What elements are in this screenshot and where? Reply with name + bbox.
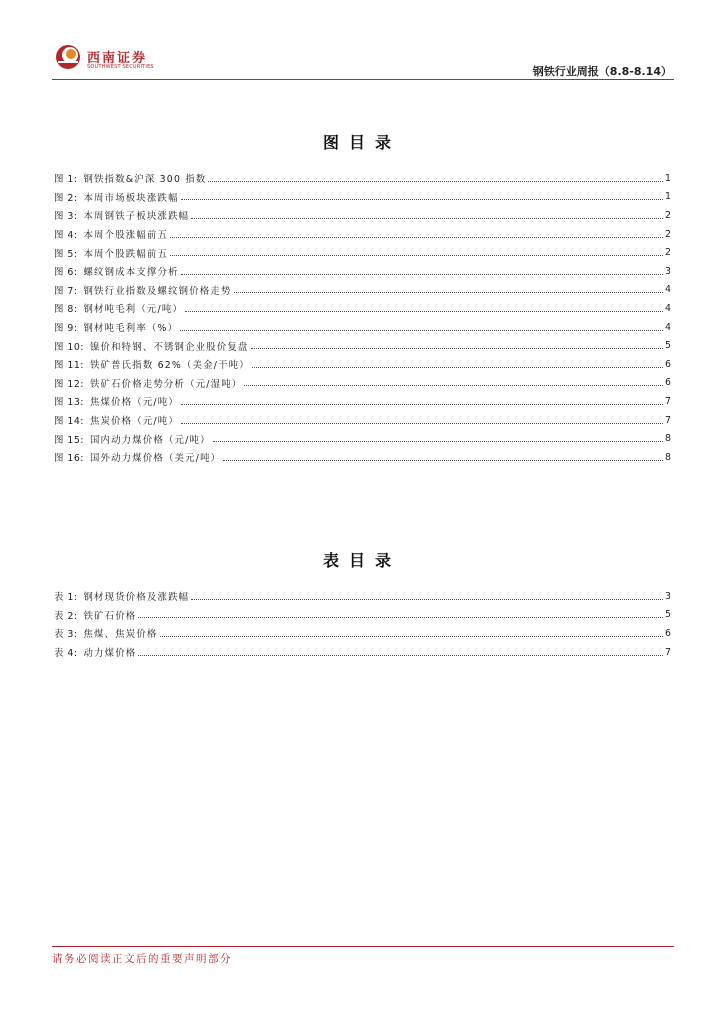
figure-entry-label: 图 1:	[54, 174, 78, 186]
figures-heading: 图目录	[322, 133, 401, 152]
figure-entry[interactable]	[54, 411, 671, 430]
dot-leader	[170, 255, 663, 256]
figure-entry-label: 图 9:	[54, 323, 78, 335]
figure-entry-page: 7	[665, 395, 671, 407]
figure-entry-title: 钢材吨毛利率（%）	[83, 323, 179, 335]
figure-entry-label: 图 16:	[54, 453, 84, 465]
figure-entry-title: 焦煤价格（元/吨）	[89, 397, 179, 409]
figure-entry-label: 图 8:	[54, 304, 78, 316]
dot-leader	[191, 218, 663, 219]
figure-entry-label: 图 15:	[54, 434, 84, 446]
figure-entry-page: 4	[665, 321, 671, 333]
figure-entry[interactable]	[54, 299, 671, 318]
figure-entry-title: 钢铁指数&沪深 300 指数	[83, 174, 207, 186]
dot-leader	[181, 199, 663, 200]
figure-entry-title: 本周个股涨幅前五	[83, 230, 169, 242]
figure-entry[interactable]	[54, 188, 671, 207]
figure-entry[interactable]	[54, 392, 671, 411]
footer-divider	[52, 946, 674, 947]
figure-entry-page: 2	[665, 209, 671, 221]
table-entry-title: 铁矿石价格	[83, 610, 137, 622]
table-entry-title: 钢材现货价格及涨跌幅	[83, 592, 190, 604]
figure-entry-title: 焦炭价格（元/吨）	[89, 416, 179, 428]
dot-leader	[170, 237, 663, 238]
page-header	[0, 0, 724, 82]
dot-leader	[181, 423, 663, 424]
dot-leader	[138, 617, 663, 618]
figure-entry-label: 图 11:	[54, 360, 84, 372]
figure-entry-page: 1	[665, 172, 671, 184]
dot-leader	[252, 367, 663, 368]
table-entry-label: 表 1:	[54, 592, 78, 604]
tables-heading: 表目录	[322, 551, 401, 570]
header-divider	[52, 79, 674, 80]
figure-entry-label: 图 6:	[54, 267, 78, 279]
figure-entry-label: 图 4:	[54, 230, 78, 242]
figure-entry-label: 图 5:	[54, 248, 78, 260]
dot-leader	[244, 385, 663, 386]
figure-entry-label: 图 12:	[54, 378, 84, 390]
figure-entry-title: 螺纹钢成本支撑分析	[83, 267, 179, 279]
figure-entry[interactable]	[54, 336, 671, 355]
figure-entry[interactable]	[54, 281, 671, 300]
figure-entry[interactable]	[54, 225, 671, 244]
figure-entry-page: 1	[665, 191, 671, 203]
figure-entry[interactable]	[54, 206, 671, 225]
figure-entry-page: 6	[665, 358, 671, 370]
figure-entry[interactable]	[54, 169, 671, 188]
table-entry[interactable]	[54, 643, 671, 662]
figure-entry-title: 本周钢铁子板块涨跌幅	[83, 211, 190, 223]
table-entry-title: 动力煤价格	[83, 648, 137, 660]
figure-entry-page: 4	[665, 302, 671, 314]
company-logo	[55, 44, 175, 74]
figure-entry-label: 图 2:	[54, 192, 78, 204]
table-entry-label: 表 4:	[54, 648, 78, 660]
figure-entry-page: 2	[665, 228, 671, 240]
figure-entry-label: 图 14:	[54, 416, 84, 428]
report-title: 钢铁行业周报（8.8-8.14）	[532, 65, 672, 78]
figure-entry-page: 6	[665, 377, 671, 389]
figure-entry[interactable]	[54, 355, 671, 374]
table-entry[interactable]	[54, 606, 671, 625]
dot-leader	[213, 441, 663, 442]
table-entry[interactable]	[54, 624, 671, 643]
figure-entry-title: 镍价和特钢、不锈钢企业股价复盘	[89, 341, 249, 353]
figure-entry-title: 本周市场板块涨跌幅	[83, 192, 179, 204]
figure-entry-title: 铁矿石价格走势分析（元/湿吨）	[89, 378, 243, 390]
table-entry-label: 表 2:	[54, 610, 78, 622]
table-entry-label: 表 3:	[54, 629, 78, 641]
figure-entry-label: 图 10:	[54, 341, 84, 353]
figure-entry-page: 5	[665, 340, 671, 352]
figure-entry-page: 8	[665, 451, 671, 463]
tables-list	[54, 587, 671, 661]
dot-leader	[223, 460, 663, 461]
footer-notice: 请务必阅读正文后的重要声明部分	[52, 953, 232, 965]
figure-entry-title: 铁矿普氏指数 62%（美金/干吨）	[89, 360, 250, 372]
dot-leader	[185, 311, 663, 312]
figure-entry[interactable]	[54, 374, 671, 393]
logo-mark-icon	[55, 44, 81, 70]
dot-leader	[181, 274, 663, 275]
table-entry-page: 5	[665, 609, 671, 621]
figure-entry-page: 8	[665, 433, 671, 445]
dot-leader	[191, 599, 663, 600]
figure-entry-label: 图 3:	[54, 211, 78, 223]
figure-entry-label: 图 7:	[54, 285, 78, 297]
logo-english-name: SOUTHWEST SECURITIES	[87, 64, 154, 70]
figure-entry[interactable]	[54, 318, 671, 337]
figure-entry-page: 4	[665, 284, 671, 296]
figure-entry-title: 国外动力煤价格（美元/吨）	[89, 453, 222, 465]
figure-entry[interactable]	[54, 429, 671, 448]
figure-entry-title: 钢材吨毛利（元/吨）	[83, 304, 184, 316]
figure-entry[interactable]	[54, 262, 671, 281]
table-entry[interactable]	[54, 587, 671, 606]
dot-leader	[234, 292, 663, 293]
figure-entry-title: 国内动力煤价格（元/吨）	[89, 434, 211, 446]
figure-entry-title: 本周个股跌幅前五	[83, 248, 169, 260]
figure-entry[interactable]	[54, 448, 671, 467]
figure-entry-title: 钢铁行业指数及螺纹钢价格走势	[83, 285, 232, 297]
dot-leader	[138, 655, 663, 656]
table-entry-title: 焦煤、焦炭价格	[83, 629, 158, 641]
figures-list	[54, 169, 671, 467]
figure-entry-page: 7	[665, 414, 671, 426]
table-entry-page: 6	[665, 627, 671, 639]
figure-entry-page: 3	[665, 265, 671, 277]
figure-entry[interactable]	[54, 243, 671, 262]
logo-chinese-name: 西南证券	[87, 51, 148, 66]
dot-leader	[160, 636, 664, 637]
dot-leader	[251, 348, 663, 349]
figure-entry-label: 图 13:	[54, 397, 84, 409]
dot-leader	[180, 330, 663, 331]
table-entry-page: 7	[665, 646, 671, 658]
dot-leader	[181, 404, 663, 405]
figure-entry-page: 2	[665, 247, 671, 259]
table-entry-page: 3	[665, 590, 671, 602]
dot-leader	[208, 181, 663, 182]
